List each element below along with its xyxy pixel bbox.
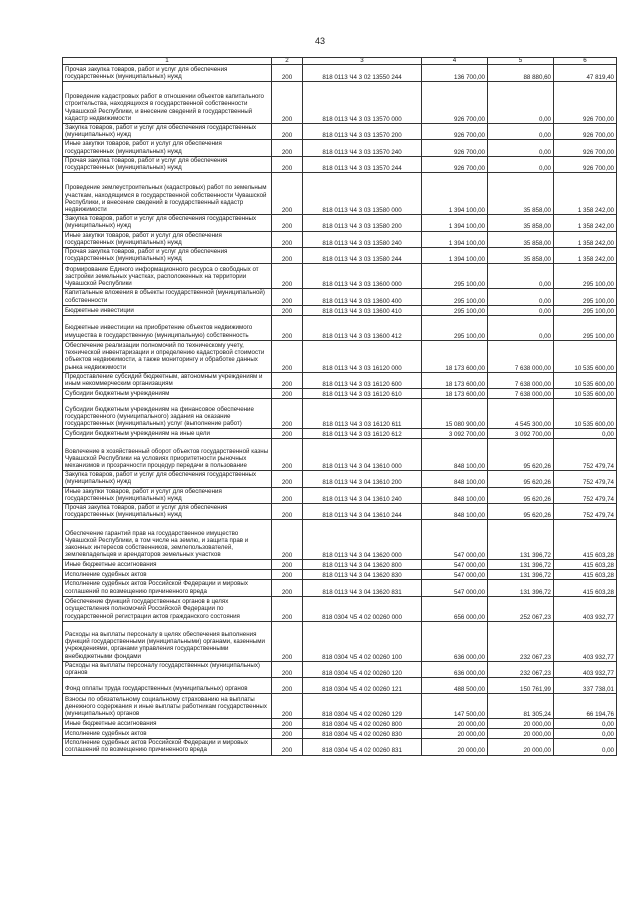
table-row [63,65,617,82]
row-name: Прочая закупка товаров, работ и услуг для обеспечения государственных (муниципальных) нужд [63,65,272,82]
row-kbk: 818 0113 Ч4 3 04 13620 831 [303,580,422,596]
row-value-6: 926 700,00 [554,156,617,172]
row-value-6: 752 479,74 [554,504,617,520]
row-value-4: 295 100,00 [422,305,488,315]
row-name: Иные бюджетные ассигнования [63,560,272,570]
row-value-5: 35 858,00 [488,248,554,264]
row-value-4: 926 700,00 [422,82,488,124]
row-kbk: 818 0113 Ч4 3 04 13620 830 [303,570,422,580]
row-kbk: 818 0113 Ч4 3 03 13570 200 [303,124,422,140]
row-kbk: 818 0304 Ч5 4 02 00260 800 [303,719,422,729]
row-kbk: 818 0113 Ч4 3 03 16120 610 [303,389,422,399]
row-value-4: 20 000,00 [422,739,488,755]
row-kbk: 818 0113 Ч4 3 03 13570 000 [303,82,422,124]
row-kbk: 818 0113 Ч4 3 03 13600 400 [303,289,422,305]
row-value-6: 403 932,77 [554,621,617,661]
row-name: Исполнение судебных актов [63,729,272,739]
table-row [63,621,617,661]
row-name: Прочая закупка товаров, работ и услуг для обеспечения государственных (муниципальных) нужд [63,504,272,520]
table-row [63,487,617,503]
row-value-4: 18 173 600,00 [422,372,488,388]
table-row [63,739,617,755]
row-value-5: 0,00 [488,140,554,156]
row-value-6: 926 700,00 [554,124,617,140]
table-row [63,678,617,694]
table-row [63,264,617,289]
table-row [63,570,617,580]
row-code: 200 [272,399,303,429]
row-value-4: 295 100,00 [422,264,488,289]
row-value-5: 0,00 [488,264,554,289]
row-value-4: 926 700,00 [422,140,488,156]
row-value-5: 0,00 [488,156,554,172]
table-row [63,340,617,372]
row-kbk: 818 0113 Ч4 3 04 13620 000 [303,520,422,560]
row-kbk: 818 0304 Ч5 4 02 00260 129 [303,694,422,719]
table-row [63,399,617,429]
row-value-6: 0,00 [554,719,617,729]
table-row [63,173,617,215]
row-value-5: 20 000,00 [488,729,554,739]
row-value-5: 35 858,00 [488,173,554,215]
row-value-4: 1 394 100,00 [422,215,488,231]
row-name: Иные закупки товаров, работ и услуг для обеспечения государственных (муниципальных) нужд [63,140,272,156]
row-code: 200 [272,389,303,399]
row-code: 200 [272,82,303,124]
row-code: 200 [272,289,303,305]
row-value-5: 88 880,60 [488,65,554,82]
row-value-6: 0,00 [554,739,617,755]
row-value-6: 415 603,28 [554,560,617,570]
row-value-6: 403 932,77 [554,596,617,621]
row-value-6: 415 603,28 [554,570,617,580]
row-value-4: 3 092 700,00 [422,429,488,439]
row-value-5: 131 396,72 [488,560,554,570]
row-kbk: 818 0113 Ч4 3 03 16120 000 [303,340,422,372]
row-value-4: 547 000,00 [422,560,488,570]
row-value-4: 547 000,00 [422,580,488,596]
row-value-5: 0,00 [488,289,554,305]
row-value-4: 926 700,00 [422,156,488,172]
row-value-5: 150 761,99 [488,678,554,694]
row-value-5: 232 067,23 [488,621,554,661]
row-name: Исполнение судебных актов Российской Федерации и мировых соглашений по возмещению причиненного вреда [63,739,272,755]
table-row [63,231,617,247]
row-value-4: 488 500,00 [422,678,488,694]
row-value-5: 35 858,00 [488,215,554,231]
col-header-5: 5 [488,58,554,65]
row-code: 200 [272,264,303,289]
row-code: 200 [272,65,303,82]
row-value-6: 1 358 242,00 [554,173,617,215]
row-value-4: 848 100,00 [422,439,488,471]
table-row [63,520,617,560]
row-value-4: 18 173 600,00 [422,340,488,372]
row-name: Фонд оплаты труда государственных (муниципальных) органов [63,678,272,694]
row-value-6: 0,00 [554,429,617,439]
row-kbk: 818 0304 Ч5 4 02 00260 000 [303,596,422,621]
row-value-5: 3 092 700,00 [488,429,554,439]
row-value-5: 0,00 [488,82,554,124]
row-code: 200 [272,560,303,570]
row-name: Закупка товаров, работ и услуг для обеспечения государственных (муниципальных) нужд [63,124,272,140]
row-value-4: 656 000,00 [422,596,488,621]
row-value-6: 926 700,00 [554,82,617,124]
row-value-5: 0,00 [488,124,554,140]
row-value-5: 95 620,26 [488,439,554,471]
row-value-6: 415 603,28 [554,520,617,560]
row-name: Субсидии бюджетным учреждениям [63,389,272,399]
row-code: 200 [272,678,303,694]
row-name: Обеспечение функций государственных органов в целях осуществления полномочий Российской Федерации по государственной регистрации актов гражданского состояния [63,596,272,621]
row-name: Закупка товаров, работ и услуг для обеспечения государственных (муниципальных) нужд [63,471,272,487]
row-value-5: 95 620,26 [488,471,554,487]
row-kbk: 818 0113 Ч4 3 03 13600 412 [303,315,422,340]
row-value-5: 95 620,26 [488,487,554,503]
row-kbk: 818 0113 Ч4 3 04 13610 244 [303,504,422,520]
row-value-4: 1 394 100,00 [422,248,488,264]
row-code: 200 [272,156,303,172]
row-value-6: 295 100,00 [554,305,617,315]
col-header-3: 3 [303,58,422,65]
row-code: 200 [272,621,303,661]
row-value-6: 415 603,28 [554,580,617,596]
row-code: 200 [272,719,303,729]
header-row [63,58,617,65]
row-value-6: 752 479,74 [554,487,617,503]
row-value-5: 131 396,72 [488,570,554,580]
row-value-4: 1 394 100,00 [422,231,488,247]
row-name: Обеспечение гарантий прав на государственное имущество Чувашской Республики, в том числе на землю, и защита прав и законных интересов собственников, землепользователей, землевладельцев и арендаторов земельных участков [63,520,272,560]
table-row [63,429,617,439]
row-kbk: 818 0113 Ч4 3 04 13610 200 [303,471,422,487]
row-kbk: 818 0113 Ч4 3 03 13570 240 [303,140,422,156]
table-row [63,305,617,315]
row-code: 200 [272,520,303,560]
row-kbk: 818 0113 Ч4 3 03 13580 240 [303,231,422,247]
row-code: 200 [272,124,303,140]
row-value-4: 848 100,00 [422,487,488,503]
row-name: Субсидии бюджетным учреждениям на иные цели [63,429,272,439]
row-value-5: 81 305,24 [488,694,554,719]
table-row [63,248,617,264]
row-value-5: 35 858,00 [488,231,554,247]
row-value-6: 295 100,00 [554,289,617,305]
row-value-4: 20 000,00 [422,729,488,739]
col-header-1: 1 [63,58,272,65]
row-value-4: 848 100,00 [422,504,488,520]
row-name: Субсидии бюджетным учреждениям на финансовое обеспечение государственного (муниципального) задания на оказание государственных (муниципальных) услуг (выполнение работ) [63,399,272,429]
row-value-5: 131 396,72 [488,520,554,560]
table-body [63,65,617,756]
row-value-4: 636 000,00 [422,661,488,677]
row-value-4: 295 100,00 [422,289,488,305]
row-code: 200 [272,570,303,580]
col-header-4: 4 [422,58,488,65]
row-name: Вовлечение в хозяйственный оборот объектов государственной казны Чувашской Республики на условиях приоритетности рыночных механизмов и прозрачности процедур передачи в пользование [63,439,272,471]
table-row [63,140,617,156]
row-value-4: 295 100,00 [422,315,488,340]
row-code: 200 [272,173,303,215]
row-name: Обеспечение реализации полномочий по техническому учету, технической инвентаризации и определению кадастровой стоимости объектов недвижимости, а также мониторингу и обработке данных рынка недвижимости [63,340,272,372]
row-code: 200 [272,372,303,388]
row-value-6: 10 535 600,00 [554,372,617,388]
table-row [63,471,617,487]
row-name: Иные закупки товаров, работ и услуг для обеспечения государственных (муниципальных) нужд [63,231,272,247]
row-code: 200 [272,140,303,156]
row-kbk: 818 0113 Ч4 3 03 16120 600 [303,372,422,388]
row-value-5: 7 638 000,00 [488,389,554,399]
row-name: Прочая закупка товаров, работ и услуг для обеспечения государственных (муниципальных) нужд [63,248,272,264]
row-value-5: 7 638 000,00 [488,372,554,388]
row-value-6: 1 358 242,00 [554,231,617,247]
row-name: Иные бюджетные ассигнования [63,719,272,729]
row-name: Прочая закупка товаров, работ и услуг для обеспечения государственных (муниципальных) нужд [63,156,272,172]
row-kbk: 818 0304 Ч5 4 02 00260 100 [303,621,422,661]
page-number: 43 [314,36,325,46]
row-code: 200 [272,729,303,739]
row-name: Расходы на выплаты персоналу государственных (муниципальных) органов [63,661,272,677]
row-code: 200 [272,580,303,596]
row-code: 200 [272,596,303,621]
row-kbk: 818 0113 Ч4 3 03 13580 200 [303,215,422,231]
table-row [63,315,617,340]
table-row [63,372,617,388]
row-kbk: 818 0113 Ч4 3 03 13600 000 [303,264,422,289]
row-code: 200 [272,694,303,719]
row-value-6: 1 358 242,00 [554,215,617,231]
row-value-6: 752 479,74 [554,439,617,471]
row-code: 200 [272,504,303,520]
row-value-4: 20 000,00 [422,719,488,729]
row-name: Бюджетные инвестиции [63,305,272,315]
row-value-6: 295 100,00 [554,264,617,289]
table-row [63,82,617,124]
table-row [63,694,617,719]
table-row [63,580,617,596]
row-value-4: 848 100,00 [422,471,488,487]
row-code: 200 [272,487,303,503]
row-code: 200 [272,215,303,231]
row-value-6: 1 358 242,00 [554,248,617,264]
row-name: Формирование Единого информационного ресурса о свободных от застройки земельных участках, расположенных на территории Чувашской Республики [63,264,272,289]
row-value-5: 7 638 000,00 [488,340,554,372]
row-name: Предоставление субсидий бюджетным, автономным учреждениям и иным некоммерческим организациям [63,372,272,388]
table-row [63,215,617,231]
row-name: Проведение кадастровых работ в отношении объектов капитального строительства, находящихся в государственной собственности Чувашской Республики, и внесение сведений в государственный кадастр недвижимости [63,82,272,124]
row-code: 200 [272,429,303,439]
row-value-4: 547 000,00 [422,570,488,580]
row-value-6: 295 100,00 [554,315,617,340]
row-kbk: 818 0304 Ч5 4 02 00260 120 [303,661,422,677]
row-value-5: 252 067,23 [488,596,554,621]
row-value-5: 131 396,72 [488,580,554,596]
row-value-5: 95 620,26 [488,504,554,520]
row-code: 200 [272,305,303,315]
table-header [63,58,617,65]
row-kbk: 818 0113 Ч4 3 03 13580 244 [303,248,422,264]
row-kbk: 818 0113 Ч4 3 03 16120 612 [303,429,422,439]
row-code: 200 [272,340,303,372]
table-row [63,560,617,570]
table-row [63,156,617,172]
row-value-4: 136 700,00 [422,65,488,82]
table-row [63,719,617,729]
row-code: 200 [272,739,303,755]
table-row [63,124,617,140]
row-value-4: 926 700,00 [422,124,488,140]
row-name: Проведение землеустроительных (кадастровых) работ по земельным участкам, находящимся в государственной собственности Чувашской Республики, и внесение сведений в государственный кадастр недвижимости [63,173,272,215]
row-code: 200 [272,439,303,471]
row-kbk: 818 0304 Ч5 4 02 00260 831 [303,739,422,755]
row-name: Взносы по обязательному социальному страхованию на выплаты денежного содержания и иные выплаты работникам государственных (муниципальных) органов [63,694,272,719]
row-kbk: 818 0113 Ч4 3 04 13610 240 [303,487,422,503]
row-kbk: 818 0113 Ч4 3 03 13580 000 [303,173,422,215]
row-value-4: 15 080 900,00 [422,399,488,429]
budget-table [62,57,617,756]
row-name: Исполнение судебных актов [63,570,272,580]
table-row [63,661,617,677]
row-code: 200 [272,661,303,677]
row-value-4: 1 394 100,00 [422,173,488,215]
col-header-6: 6 [554,58,617,65]
row-name: Капитальные вложения в объекты государственной (муниципальной) собственности [63,289,272,305]
table-row [63,504,617,520]
row-value-4: 547 000,00 [422,520,488,560]
row-kbk: 818 0113 Ч4 3 04 13610 000 [303,439,422,471]
row-value-5: 0,00 [488,315,554,340]
row-kbk: 818 0113 Ч4 3 02 13550 244 [303,65,422,82]
row-value-5: 232 067,23 [488,661,554,677]
row-value-5: 20 000,00 [488,719,554,729]
table-row [63,439,617,471]
table-row [63,729,617,739]
row-value-6: 0,00 [554,729,617,739]
row-name: Расходы на выплаты персоналу в целях обеспечения выполнения функций государственными (муниципальными) органами, казенными учреждениями, органами управления государственными внебюджетными фондами [63,621,272,661]
row-name: Исполнение судебных актов Российской Федерации и мировых соглашений по возмещению причиненного вреда [63,580,272,596]
row-value-4: 636 000,00 [422,621,488,661]
col-header-2: 2 [272,58,303,65]
row-value-4: 18 173 600,00 [422,389,488,399]
row-code: 200 [272,231,303,247]
row-value-4: 147 500,00 [422,694,488,719]
row-value-6: 10 535 600,00 [554,340,617,372]
row-value-6: 10 535 600,00 [554,399,617,429]
row-kbk: 818 0113 Ч4 3 03 16120 611 [303,399,422,429]
row-value-6: 403 932,77 [554,661,617,677]
table-row [63,389,617,399]
row-value-5: 4 545 300,00 [488,399,554,429]
row-name: Иные закупки товаров, работ и услуг для обеспечения государственных (муниципальных) нужд [63,487,272,503]
row-value-6: 752 479,74 [554,471,617,487]
row-name: Закупка товаров, работ и услуг для обеспечения государственных (муниципальных) нужд [63,215,272,231]
row-value-6: 337 738,01 [554,678,617,694]
row-name: Бюджетные инвестиции на приобретение объектов недвижимого имущества в государственную (муниципальную) собственность [63,315,272,340]
row-code: 200 [272,315,303,340]
row-value-6: 926 700,00 [554,140,617,156]
row-value-6: 66 194,76 [554,694,617,719]
row-kbk: 818 0113 Ч4 3 03 13600 410 [303,305,422,315]
row-code: 200 [272,248,303,264]
row-value-5: 20 000,00 [488,739,554,755]
row-code: 200 [272,471,303,487]
row-value-5: 0,00 [488,305,554,315]
table-row [63,289,617,305]
row-value-6: 47 819,40 [554,65,617,82]
table-row [63,596,617,621]
row-kbk: 818 0113 Ч4 3 03 13570 244 [303,156,422,172]
row-kbk: 818 0113 Ч4 3 04 13620 800 [303,560,422,570]
row-kbk: 818 0304 Ч5 4 02 00260 830 [303,729,422,739]
row-value-6: 10 535 600,00 [554,389,617,399]
row-kbk: 818 0304 Ч5 4 02 00260 121 [303,678,422,694]
